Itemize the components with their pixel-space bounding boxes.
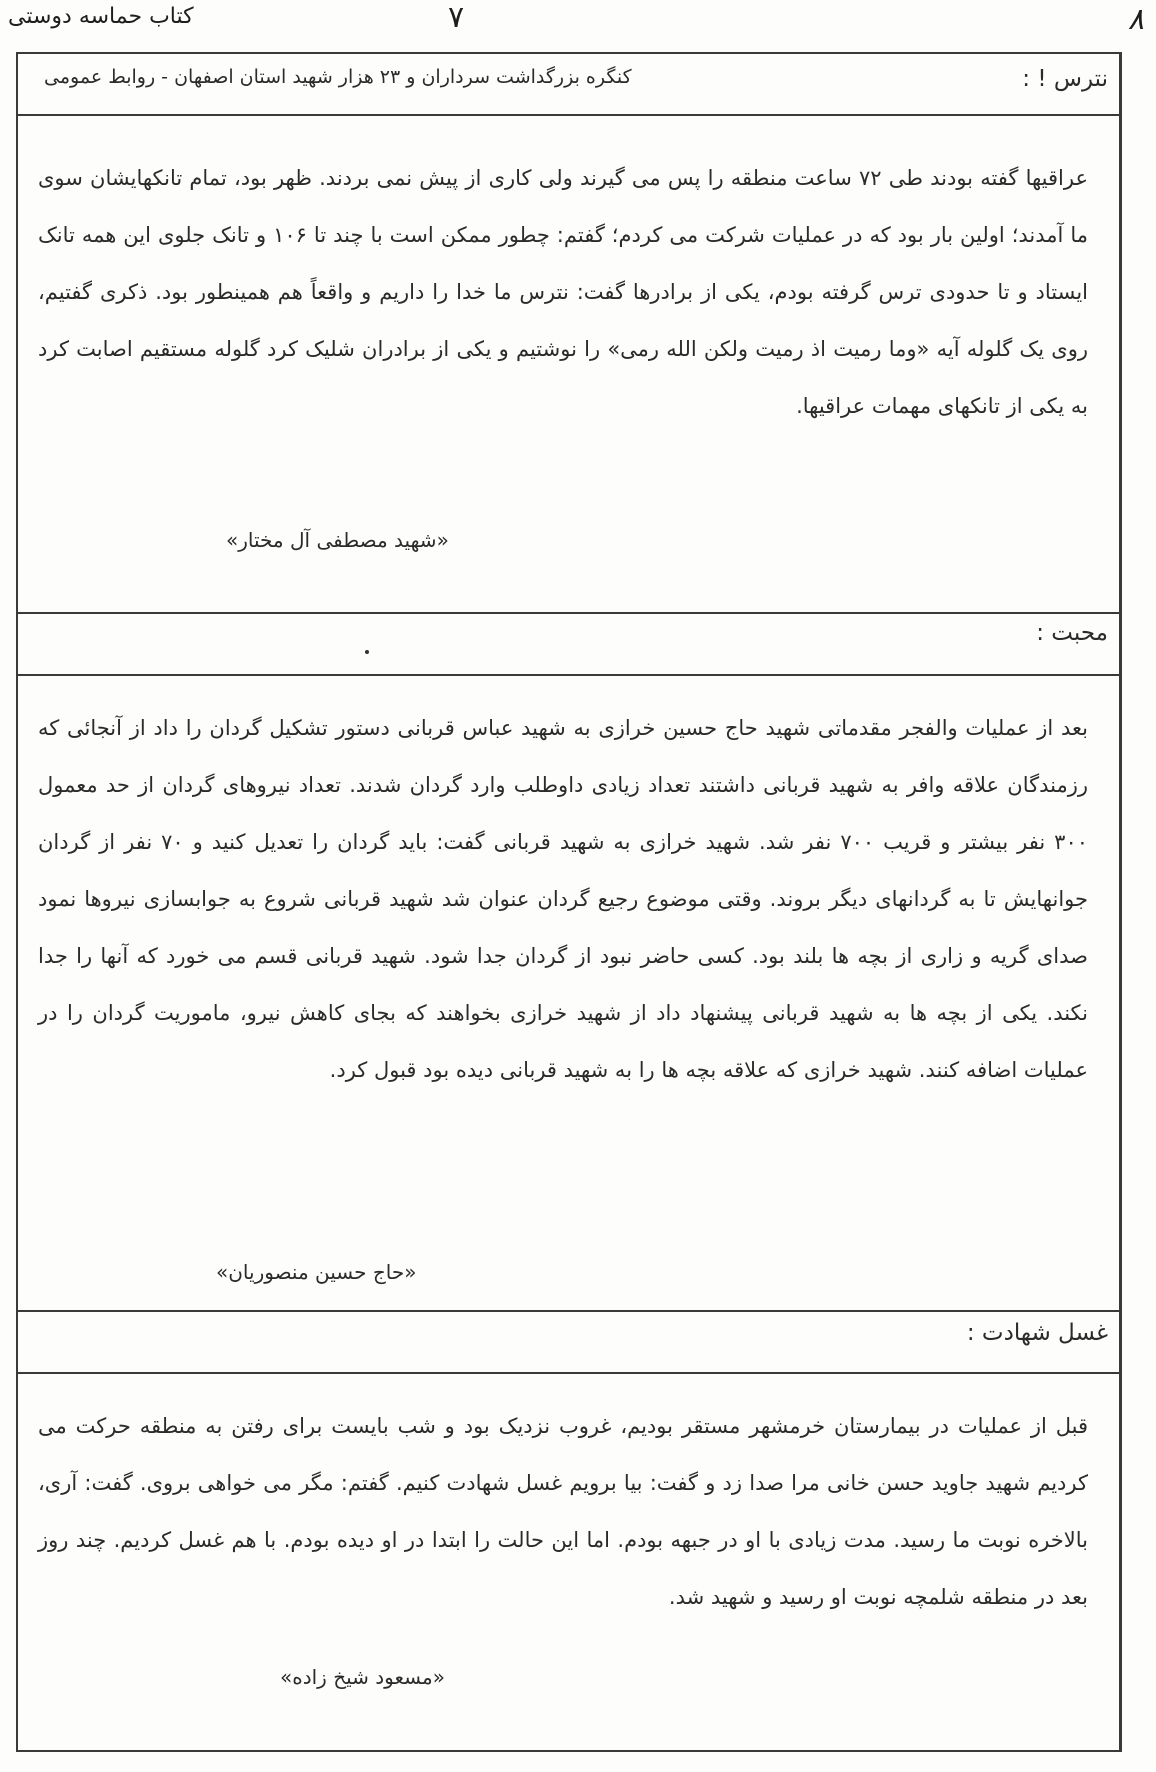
section-body: عراقیها گفته بودند طی ۷۲ ساعت منطقه را پس می گیرند ولی کاری از پیش نمی بردند. ظهر بود، تمام تانکهایشان سوی ما آمدند؛ اولین بار بود که در عملیات شرکت می کردم؛ گفتم: چطور ممکن است با چند تا ۱۰۶ و تانک جلوی این همه تانک ایستاد و تا حدودی ترس گرفته بودم، یکی از برادرها گفت: نترس ما خدا را داریم و واقعاً هم همینطور بود. ذکری گفتیم، روی یک گلوله آیه «وما رمیت اذ رمیت ولکن الله رمی» را نوشتیم و یکی از برادران شلیک کرد گلوله مستقیم اصابت کرد به یکی از تانکهای مهمات عراقیها.: [38, 166, 1089, 418]
section-title-row: [22, 612, 1116, 664]
section-title-row: [22, 1312, 1116, 1364]
divider: [16, 674, 1122, 676]
section-signature: «شهید مصطفی آل مختار»: [226, 528, 449, 552]
section-signature: «حاج حسین منصوریان»: [216, 1260, 417, 1284]
section-subtitle: کنگره بزرگداشت سرداران و ۲۳ هزار شهید استان اصفهان - روابط عمومی: [44, 66, 632, 88]
page-mark: ۷: [448, 0, 465, 35]
section-title: غسل شهادت :: [966, 1320, 1108, 1346]
divider: [16, 114, 1122, 116]
page-number: ۸: [1127, 2, 1144, 37]
section-signature: «مسعود شیخ زاده»: [280, 1665, 445, 1689]
page-header: [0, 0, 1156, 40]
scan-speck: [365, 650, 369, 654]
section-title: نترس ! :: [1022, 66, 1108, 92]
section-title-row: [22, 58, 1116, 110]
section-title: محبت :: [1036, 620, 1108, 646]
section-body: قبل از عملیات در بیمارستان خرمشهر مستقر بودیم، غروب نزدیک بود و شب بایست برای رفتن به منطقه حرکت می کردیم شهید جاوید حسن خانی مرا صدا زد و گفت: بیا برویم غسل شهادت کنیم. گفتم: مگر می خواهی بروی. گفت: آری، بالاخره نوبت ما رسید. مدت زیادی با او در جبهه بودم. اما این حالت را ابتدا در او دیده بودم. با هم غسل کردیم. چند روز بعد در منطقه شلمچه نوبت او رسید و شهید شد.: [38, 1414, 1088, 1609]
divider: [16, 1372, 1122, 1374]
section-body: بعد از عملیات والفجر مقدماتی شهید حاج حسین خرازی به شهید عباس قربانی دستور تشکیل گردان را داد از آنجائی که رزمندگان علاقه وافر به شهید قربانی داشتند تعداد زیادی داوطلب وارد گردان شدند. تعداد نیروهای گردان از حد معمول ۳۰۰ نفر بیشتر و قریب ۷۰۰ نفر شد. شهید خرازی به شهید قربانی گفت: باید گردان را تعدیل کنید و ۷۰ نفر از گردان جوانهایش تا به گردانهای دیگر بروند. وقتی موضوع رجیع گردان عنوان شد شهید قربانی شروع به جوابسازی نیروها نمود صدای گریه و زاری از بچه ها بلند بود. کسی حاضر نبود از گردان جدا شود. شهید قربانی قسم می خورد که آنها را جدا نکند. یکی از بچه ها به شهید قربانی پیشنهاد داد از شهید خرازی بخواهند که بجای کاهش نیرو، ماموریت گردان را در عملیات اضافه کنند. شهید خرازی که علاقه بچه ها را به شهید قربانی دیده بود قبول کرد.: [38, 716, 1089, 1082]
book-title: کتاب حماسه دوستی: [8, 4, 194, 29]
